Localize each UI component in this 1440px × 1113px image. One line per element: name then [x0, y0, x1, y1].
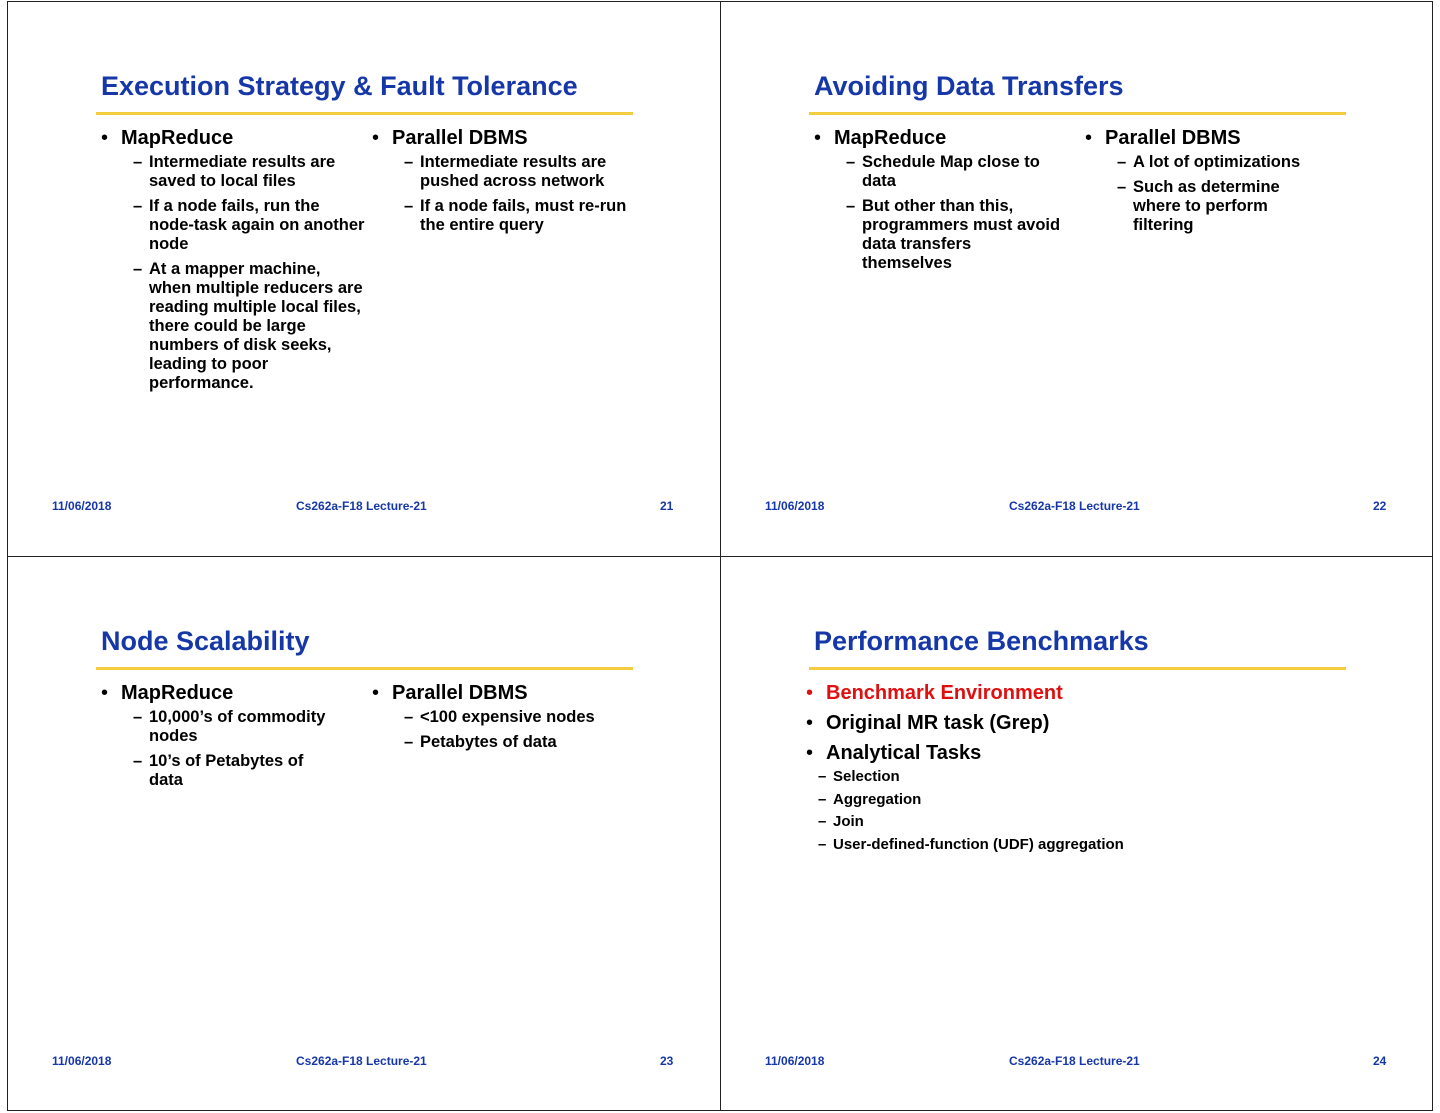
sub-list: [101, 153, 366, 393]
benchmark-list: [806, 681, 1124, 858]
footer-slide-number: 24: [1373, 1054, 1387, 1068]
slide-title: Execution Strategy & Fault Tolerance: [101, 71, 578, 101]
bullet-heading: • MapReduce: [814, 126, 1064, 150]
list-item: – Such as determine where to perform filtering: [1085, 178, 1293, 235]
bullet-heading: • Parallel DBMS: [372, 681, 637, 705]
sub-list: [372, 708, 637, 752]
column-mapreduce: [814, 126, 1064, 279]
footer-slide-number: 22: [1373, 499, 1387, 513]
sub-list: [372, 153, 637, 235]
footer-course: Cs262a-F18 Lecture-21: [296, 1054, 427, 1068]
list-item: – At a mapper machine, when multiple reducers are reading multiple local files, there could be large numbers of disk seeks, leading to poor performance.: [101, 260, 366, 393]
footer-course: Cs262a-F18 Lecture-21: [1009, 1054, 1140, 1068]
list-item: – Intermediate results are pushed across network: [372, 153, 637, 191]
list-item: – Selection: [806, 768, 1124, 786]
footer-slide-number: 21: [660, 499, 674, 513]
slide-24: [720, 556, 1433, 1111]
footer-date: 11/06/2018: [765, 1054, 825, 1068]
footer-course: Cs262a-F18 Lecture-21: [1009, 499, 1140, 513]
sub-list: [1085, 153, 1350, 235]
column-mapreduce: [101, 126, 366, 399]
column-parallel-dbms: [372, 126, 637, 241]
list-item: – Join: [806, 813, 1124, 831]
title-underline: [809, 667, 1346, 670]
title-underline: [96, 112, 633, 115]
footer-date: 11/06/2018: [52, 1054, 112, 1068]
list-item: – Aggregation: [806, 791, 1124, 809]
list-item: – <100 expensive nodes: [372, 708, 637, 727]
list-item: – Intermediate results are saved to local files: [101, 153, 366, 191]
title-underline: [96, 667, 633, 670]
bullet-analytical-tasks: • Analytical Tasks: [806, 741, 1124, 765]
bullet-heading: • Parallel DBMS: [1085, 126, 1350, 150]
footer-slide-number: 23: [660, 1054, 674, 1068]
slide-21: [7, 1, 720, 556]
list-item: – 10,000’s of commodity nodes: [101, 708, 356, 746]
footer-date: 11/06/2018: [765, 499, 825, 513]
bullet-benchmark-environment: • Benchmark Environment: [806, 681, 1124, 705]
sub-list: [814, 153, 1064, 273]
list-item: – 10’s of Petabytes of data: [101, 752, 324, 790]
column-mapreduce: [101, 681, 356, 796]
bullet-heading: • MapReduce: [101, 681, 356, 705]
title-underline: [809, 112, 1346, 115]
bullet-heading: • MapReduce: [101, 126, 366, 150]
slide-title: Node Scalability: [101, 626, 310, 656]
bullet-heading: • Parallel DBMS: [372, 126, 637, 150]
footer-course: Cs262a-F18 Lecture-21: [296, 499, 427, 513]
list-item: – If a node fails, run the node-task again on another node: [101, 197, 366, 254]
sub-list: [101, 708, 356, 790]
list-item: – Petabytes of data: [372, 733, 637, 752]
sub-list: [806, 768, 1124, 854]
column-parallel-dbms: [372, 681, 637, 758]
slide-title: Performance Benchmarks: [814, 626, 1149, 656]
column-parallel-dbms: [1085, 126, 1350, 241]
footer-date: 11/06/2018: [52, 499, 112, 513]
slide-23: [7, 556, 720, 1111]
list-item: – But other than this, programmers must avoid data transfers themselves: [814, 197, 1064, 273]
list-item: – If a node fails, must re-run the entire query: [372, 197, 637, 235]
list-item: – A lot of optimizations: [1085, 153, 1350, 172]
list-item: – Schedule Map close to data: [814, 153, 1064, 191]
bullet-original-mr-task: • Original MR task (Grep): [806, 711, 1124, 735]
slide-title: Avoiding Data Transfers: [814, 71, 1124, 101]
list-item: – User-defined-function (UDF) aggregation: [806, 836, 1124, 854]
slide-22: [720, 1, 1433, 556]
